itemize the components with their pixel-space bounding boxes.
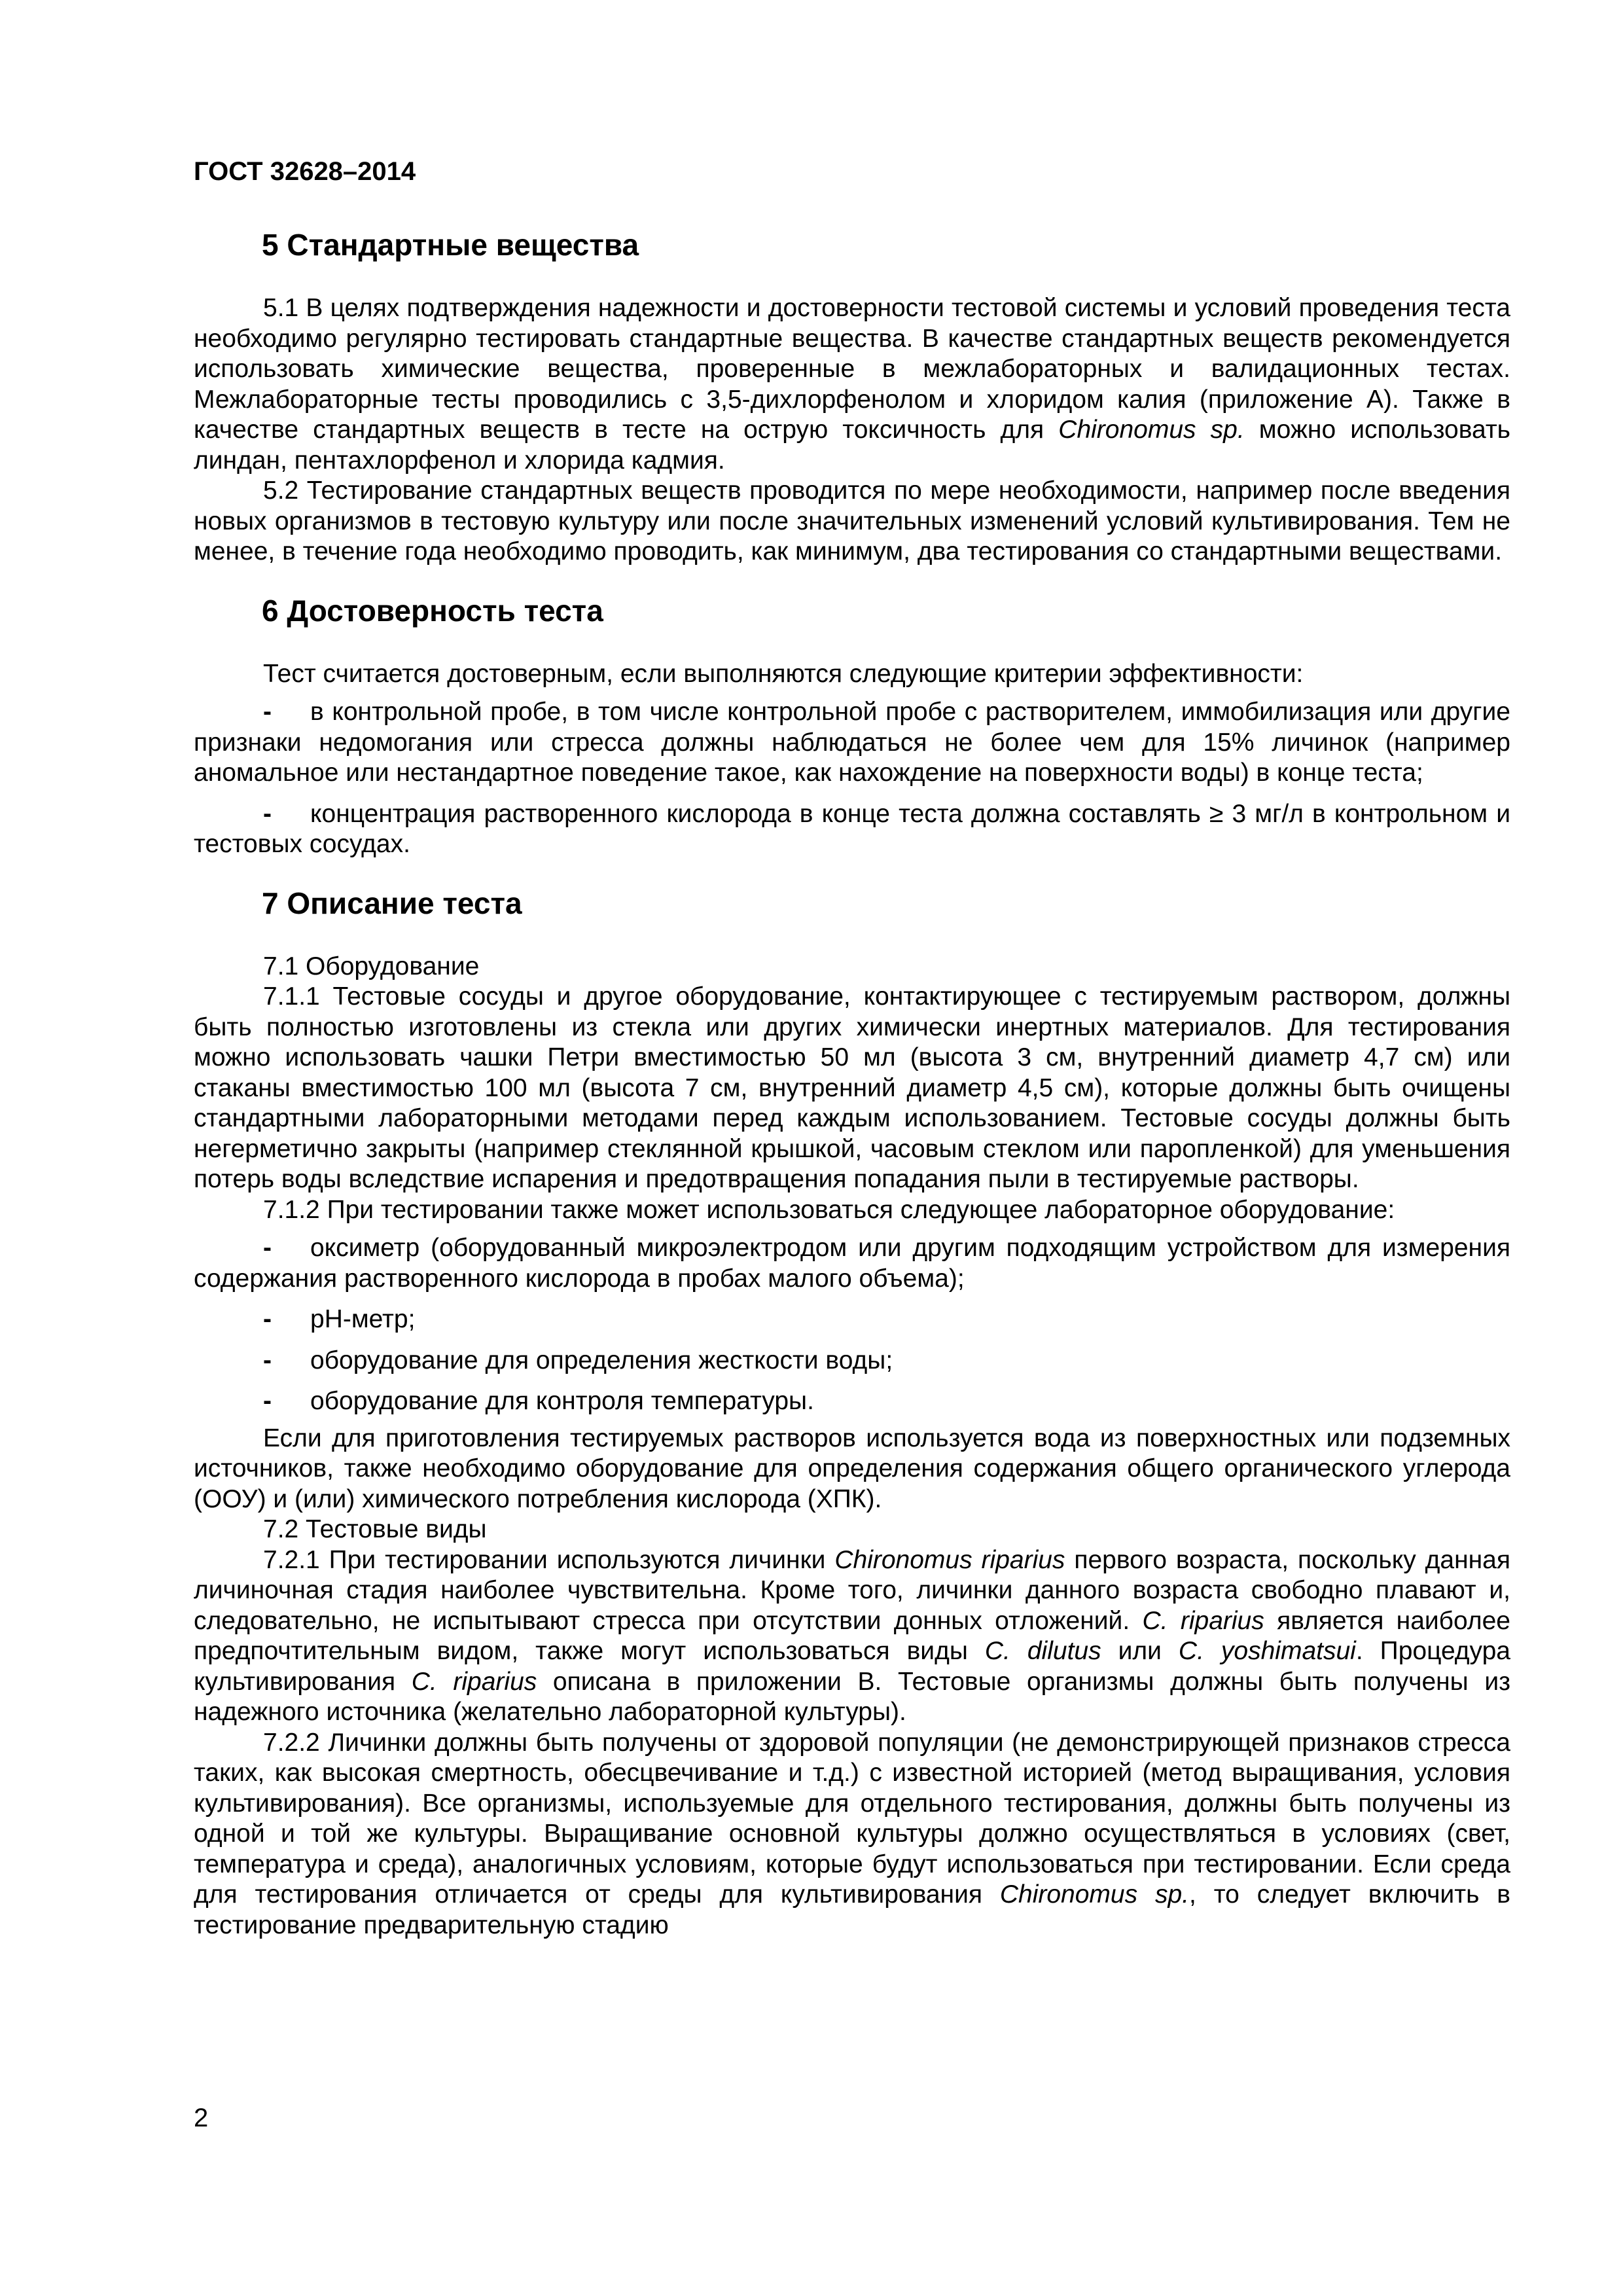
document-page xyxy=(194,154,1510,2255)
dash-bullet-icon: - xyxy=(263,1234,272,1262)
dash-bullet-icon: - xyxy=(263,799,272,828)
section-6-title: 6 Достоверность теста xyxy=(262,593,603,628)
equipment-item-text: оксиметр (оборудованный микроэлектродом или другим подходящим устройством для измерения содержания растворенного кислорода в пробах малого объема); xyxy=(194,1234,1510,1293)
text-fragment: 7.2.1 При тестировании используются личинки xyxy=(263,1545,835,1574)
paragraph-5-2: 5.2 Тестирование стандартных веществ проводится по мере необходимости, например после введения новых организмов в тестовую культуру или после значительных изменений условий культивирования. Тем не менее, в течение года необходимо проводить, как минимум, два тестирования со стандартными веществами. xyxy=(194,476,1510,565)
paragraph-7-2: 7.2 Тестовые виды xyxy=(263,1515,487,1543)
standard-code-header: ГОСТ 32628–2014 xyxy=(194,157,416,186)
equipment-item xyxy=(194,1386,1510,1417)
paragraph-7-1: 7.1 Оборудование xyxy=(263,952,480,980)
page-number: 2 xyxy=(194,2104,209,2132)
paragraph-water-sources: Если для приготовления тестируемых растворов используется вода из поверхностных или подземных источников, также необходимо оборудование для определения содержания общего органического углерода (ООУ) и (или) химического потребления кислорода (ХПК). xyxy=(194,1424,1510,1513)
criteria-item xyxy=(194,799,1510,860)
paragraph-5-1-text-a: 5.1 В целях подтверждения надежности и достоверности тестовой системы и условий проведения теста необходимо регулярно тестировать стандартные вещества. В качестве стандартных веществ рекомендуется использовать химические вещества, проверенные в межлабораторных и валидационных тестах. Межлабораторные тесты проводились с 3,5-дихлорфенолом и хлоридом калия (приложение А). Также в качестве стандартных веществ в тесте на острую токсичность для xyxy=(194,294,1510,444)
dash-bullet-icon: - xyxy=(263,698,272,726)
equipment-item xyxy=(194,1304,1510,1335)
text-fragment: описана в приложении В. Тестовые организмы должны быть получены из надежного источника (желательно лабораторной культуры). xyxy=(194,1667,1511,1726)
species-name: C. riparius xyxy=(1142,1606,1264,1635)
dash-bullet-icon: - xyxy=(263,1346,272,1374)
paragraph-7-2-2 xyxy=(194,1728,1510,1941)
equipment-item-text: оборудование для контроля температуры. xyxy=(310,1387,814,1415)
species-name: C. dilutus xyxy=(984,1637,1101,1665)
equipment-item-text: pH-метр; xyxy=(310,1305,416,1333)
equipment-item xyxy=(194,1346,1510,1376)
section-7-title: 7 Описание теста xyxy=(262,886,522,920)
criteria-item xyxy=(194,697,1510,789)
paragraph-7-1-1: 7.1.1 Тестовые сосуды и другое оборудование, контактирующее с тестируемым раствором, должны быть полностью изготовлены из стекла или других химически инертных материалов. Для тестирования можно использовать чашки Петри вместимостью 50 мл (высота 3 см, внутренний диаметр 4,7 см) или стаканы вместимостью 100 мл (высота 7 см, внутренний диаметр 4,5 см), которые должны быть очищены стандартными лабораторными методами перед каждым использованием. Тестовые сосуды должны быть негерметично закрыты (например стеклянной крышкой, часовым стеклом или паропленкой) для уменьшения потерь воды вследствие испарения и предотвращения попадания пыли в тестируемые растворы. xyxy=(194,982,1510,1193)
equipment-item-text: оборудование для определения жесткости воды; xyxy=(310,1346,893,1374)
species-name: C. riparius xyxy=(411,1667,537,1696)
species-name: Chironomus sp. xyxy=(999,1880,1190,1909)
paragraph-5-1-text-b: можно использовать линдан, пентахлорфенол и хлорида кадмия. xyxy=(194,416,1511,475)
section-6-intro: Тест считается достоверным, если выполняются следующие критерии эффективности: xyxy=(263,659,1304,688)
text-fragment: или xyxy=(1101,1637,1179,1665)
dash-bullet-icon: - xyxy=(263,1305,272,1333)
text-fragment: первого возраста, поскольку данная личиночная стадия наиболее чувствительна. Кроме того, личинки данного возраста свободно плавают и, следовательно, не испытывают стресса при отсутствии донных отложений. xyxy=(194,1545,1510,1635)
section-5-title: 5 Стандартные вещества xyxy=(262,228,639,262)
criteria-item-text: концентрация растворенного кислорода в конце теста должна составлять ≥ 3 мг/л в контрольном и тестовых сосудах. xyxy=(194,799,1510,858)
equipment-item xyxy=(194,1233,1510,1294)
dash-bullet-icon: - xyxy=(263,1387,272,1415)
species-name: Chironomus sp. xyxy=(1058,416,1245,444)
text-fragment: является наиболее предпочтительным видом, также могут использоваться виды xyxy=(194,1606,1510,1665)
paragraph-7-2-2-text-b: , то следует включить в тестирование предварительную стадию xyxy=(194,1880,1510,1939)
paragraph-7-2-1 xyxy=(194,1545,1510,1728)
paragraph-7-2-2-text-a: 7.2.2 Личинки должны быть получены от здоровой популяции (не демонстрирующей признаков стресса таких, как высокая смертность, обесцвечивание и т.д.) с известной историей (метод выращивания, условия культивирования). Все организмы, используемые для отдельного тестирования, должны быть получены из одной и той же культуры. Выращивание основной культуры должно осуществляться в условиях (свет, температура и среда), аналогичных условиям, которые будут использоваться при тестировании. Если среда для тестирования отличается от среды для культивирования xyxy=(194,1728,1510,1909)
text-fragment: . Процедура культивирования xyxy=(194,1637,1510,1696)
paragraph-7-1-2: 7.1.2 При тестировании также может использоваться следующее лабораторное оборудование: xyxy=(263,1195,1395,1224)
paragraph-5-1 xyxy=(194,293,1510,476)
criteria-item-text: в контрольной пробе, в том числе контрольной пробе с растворителем, иммобилизация или другие признаки недомогания или стресса должны наблюдаться не более чем для 15% личинок (например аномальное или нестандартное поведение такое, как нахождение на поверхности воды) в конце теста; xyxy=(194,698,1510,787)
species-name: C. yoshimatsui xyxy=(1178,1637,1356,1665)
species-name: Chironomus riparius xyxy=(834,1545,1065,1574)
